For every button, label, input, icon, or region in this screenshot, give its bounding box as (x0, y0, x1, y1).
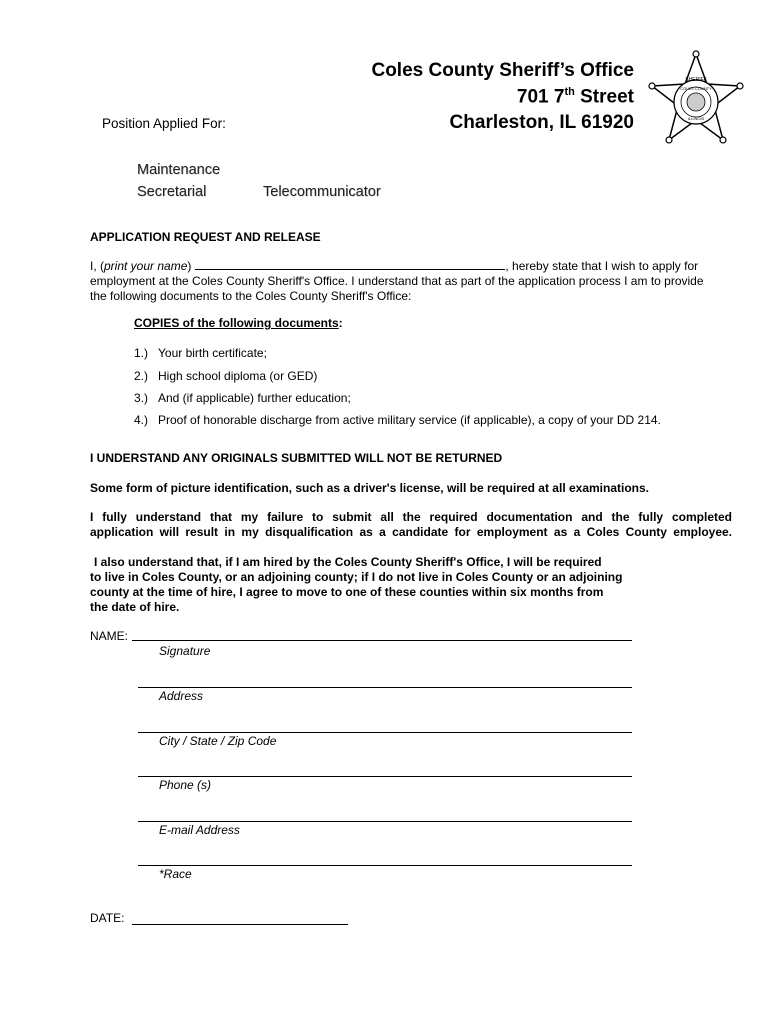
phone-line[interactable] (138, 776, 632, 777)
race-line[interactable] (138, 865, 632, 866)
release-paragraph (90, 259, 732, 304)
signature-label: Signature (159, 644, 211, 658)
office-city: Charleston, IL 61920 (449, 112, 634, 133)
sheriff-badge-icon (644, 50, 748, 150)
office-name: Coles County Sheriff’s Office (371, 60, 634, 81)
document-item: 1.) Your birth certificate; (134, 346, 267, 360)
copies-heading: COPIES of the following documents: (134, 316, 343, 330)
document-item: 2.) High school diploma (or GED) (134, 369, 318, 383)
position-label: Position Applied For: (102, 116, 226, 131)
badge-bottom-text: ILLINOIS (687, 116, 705, 121)
originals-notice: I UNDERSTAND ANY ORIGINALS SUBMITTED WILL NOT BE RETURNED (90, 451, 503, 465)
document-item: 4.) Proof of honorable discharge from active military service (if applicable), a copy of your DD 214. (134, 413, 661, 427)
position-option-telecommunicator[interactable]: Telecommunicator (263, 184, 381, 200)
date-label: DATE: (90, 911, 125, 925)
badge-ring-text: COLES COUNTY (680, 86, 712, 91)
release-line-3: the following documents to the Coles County Sheriff's Office: (90, 289, 412, 303)
name-label: NAME: (90, 629, 129, 643)
signature-line[interactable] (132, 640, 632, 641)
badge-top-text: SHERIFF (685, 77, 707, 83)
date-line[interactable] (132, 924, 348, 925)
document-item: 3.) And (if applicable) further education; (134, 391, 351, 405)
email-line[interactable] (138, 821, 632, 822)
phone-label: Phone (s) (159, 778, 212, 792)
office-street: 701 7th Street (516, 86, 634, 108)
release-line-2: employment at the Coles County Sheriff's Office. I understand that as part of the application process I am to provide (90, 274, 704, 288)
address-line[interactable] (138, 687, 632, 688)
residence-paragraph: I also understand that, if I am hired by the Coles County Sheriff's Office, I will be required to live in Coles County, or an adjoining county; if I do not live in Coles County or an adjoining county at the time of hire, I agree to move to one of these counties within six months from the date of hire. (90, 555, 623, 614)
print-name-field[interactable] (195, 269, 505, 270)
picture-id-notice: Some form of picture identification, such as a driver's license, will be required at all examinations. (90, 481, 650, 495)
section-title: APPLICATION REQUEST AND RELEASE (90, 230, 321, 244)
position-option-secretarial[interactable]: Secretarial (137, 184, 207, 200)
email-label: E-mail Address (159, 823, 240, 837)
city-state-zip-line[interactable] (138, 732, 632, 733)
release-line-1: I, ( print your name ) , hereby state that I wish to apply for (90, 259, 699, 273)
address-label: Address (159, 689, 204, 703)
position-option-maintenance[interactable]: Maintenance (137, 162, 221, 178)
city-state-zip-label: City / State / Zip Code (159, 734, 277, 748)
race-label: *Race (159, 867, 192, 881)
failure-paragraph: I fully understand that my failure to submit all the required documentation and the fully completed application will result in my disqualification as a candidate for employment as a Coles County employee. (90, 510, 732, 539)
